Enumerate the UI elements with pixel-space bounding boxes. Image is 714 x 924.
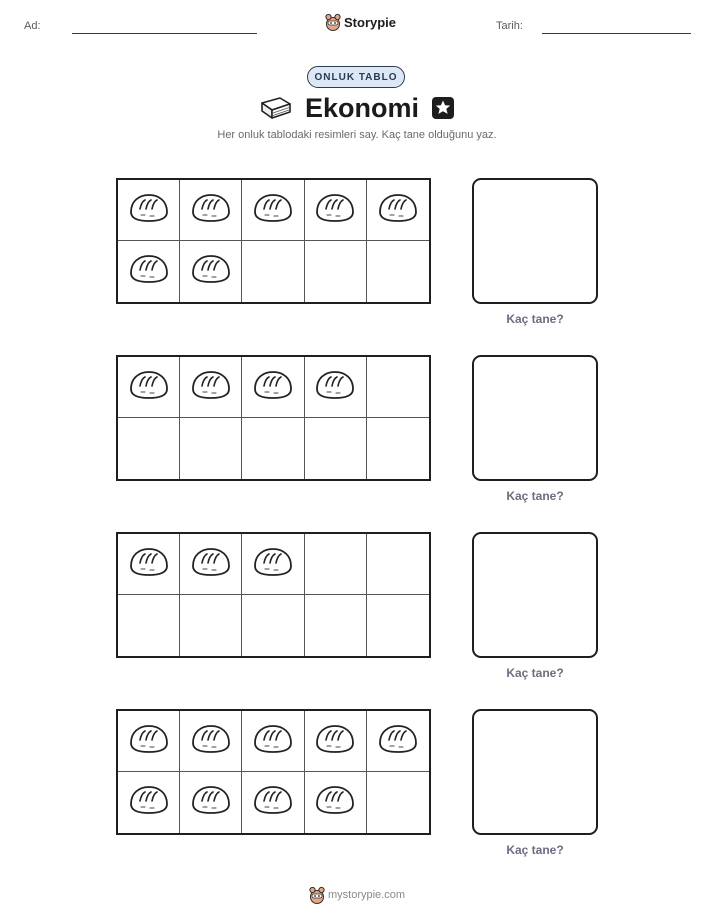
answer-label-1: Kaç tane? <box>506 312 564 326</box>
ten-frame-cell <box>118 534 180 595</box>
bread-loaf-icon <box>377 723 419 760</box>
ten-frame-cell <box>305 711 367 772</box>
answer-label-3: Kaç tane? <box>506 666 564 680</box>
brand-logo <box>325 13 396 31</box>
ten-frame-cell <box>305 772 367 833</box>
bread-loaf-icon <box>314 192 356 229</box>
ten-frame-cell <box>305 418 367 479</box>
ten-frame-cell <box>180 772 242 833</box>
ten-frame-cell <box>180 357 242 418</box>
bread-loaf-icon <box>377 192 419 229</box>
ten-frame-cell <box>367 595 429 656</box>
bread-loaf-icon <box>190 546 232 583</box>
bread-loaf-icon <box>190 723 232 760</box>
page-title: Ekonomi <box>304 92 419 123</box>
ten-frame-cell <box>242 772 304 833</box>
name-line[interactable] <box>72 33 257 34</box>
answer-box-2[interactable] <box>472 355 598 481</box>
ten-frame-cell <box>180 711 242 772</box>
ten-frame-cell <box>118 180 180 241</box>
ten-frame-cell <box>367 180 429 241</box>
instructions-text: Her onluk tablodaki resimleri say. Kaç tane olduğunu yaz. <box>217 129 497 141</box>
ten-frame-cell <box>242 418 304 479</box>
ten-frame-3 <box>116 532 431 658</box>
title-row <box>0 92 714 124</box>
footer <box>0 884 714 906</box>
ten-frame-cell <box>367 711 429 772</box>
ten-frame-cell <box>118 711 180 772</box>
ten-frame-cell <box>242 241 304 302</box>
date-line[interactable] <box>542 33 691 34</box>
ten-frame-cell <box>118 357 180 418</box>
answer-label-4: Kaç tane? <box>506 843 564 857</box>
ten-frame-cell <box>305 534 367 595</box>
bread-loaf-icon <box>128 723 170 760</box>
star-icon <box>431 96 455 120</box>
ten-frame-cell <box>242 595 304 656</box>
ten-frame-cell <box>367 418 429 479</box>
bread-loaf-icon <box>128 784 170 821</box>
ten-frame-cell <box>180 241 242 302</box>
bread-loaf-icon <box>128 192 170 229</box>
ten-frame-cell <box>118 595 180 656</box>
ten-frame-cell <box>242 534 304 595</box>
ten-frame-cell <box>367 772 429 833</box>
ten-frame-cell <box>180 180 242 241</box>
answer-label-2: Kaç tane? <box>506 489 564 503</box>
bread-loaf-icon <box>190 253 232 290</box>
bread-loaf-icon <box>314 784 356 821</box>
ten-frame-cell <box>242 711 304 772</box>
ten-frame-cell <box>118 418 180 479</box>
mascot-icon <box>325 13 341 31</box>
ten-frame-cell <box>180 595 242 656</box>
ten-frame-cell <box>242 357 304 418</box>
ten-frame-cell <box>367 534 429 595</box>
date-label: Tarih: <box>496 20 523 32</box>
ten-frame-cell <box>367 241 429 302</box>
answer-box-1[interactable] <box>472 178 598 304</box>
book-icon <box>259 95 293 121</box>
bread-loaf-icon <box>128 253 170 290</box>
bread-loaf-icon <box>128 369 170 406</box>
ten-frame-1 <box>116 178 431 304</box>
mascot-icon <box>309 886 325 904</box>
ten-frame-cell <box>180 534 242 595</box>
answer-box-3[interactable] <box>472 532 598 658</box>
brand-name: Storypie <box>344 14 397 30</box>
ten-frame-cell <box>180 418 242 479</box>
ten-frame-cell <box>305 595 367 656</box>
bread-loaf-icon <box>314 723 356 760</box>
bread-loaf-icon <box>190 784 232 821</box>
bread-loaf-icon <box>252 723 294 760</box>
footer-url: mystorypie.com <box>327 889 406 901</box>
ten-frame-cell <box>118 241 180 302</box>
bread-loaf-icon <box>190 192 232 229</box>
bread-loaf-icon <box>314 369 356 406</box>
bread-loaf-icon <box>252 546 294 583</box>
ten-frame-4 <box>116 709 431 835</box>
ten-frame-cell <box>367 357 429 418</box>
bread-loaf-icon <box>128 546 170 583</box>
worksheet-type-badge: ONLUK TABLO <box>307 66 405 88</box>
ten-frame-cell <box>118 772 180 833</box>
bread-loaf-icon <box>252 192 294 229</box>
ten-frame-cell <box>305 241 367 302</box>
ten-frame-2 <box>116 355 431 481</box>
bread-loaf-icon <box>252 784 294 821</box>
ten-frame-cell <box>305 180 367 241</box>
bread-loaf-icon <box>190 369 232 406</box>
answer-box-4[interactable] <box>472 709 598 835</box>
name-label: Ad: <box>24 20 41 32</box>
bread-loaf-icon <box>252 369 294 406</box>
ten-frame-cell <box>242 180 304 241</box>
ten-frame-cell <box>305 357 367 418</box>
